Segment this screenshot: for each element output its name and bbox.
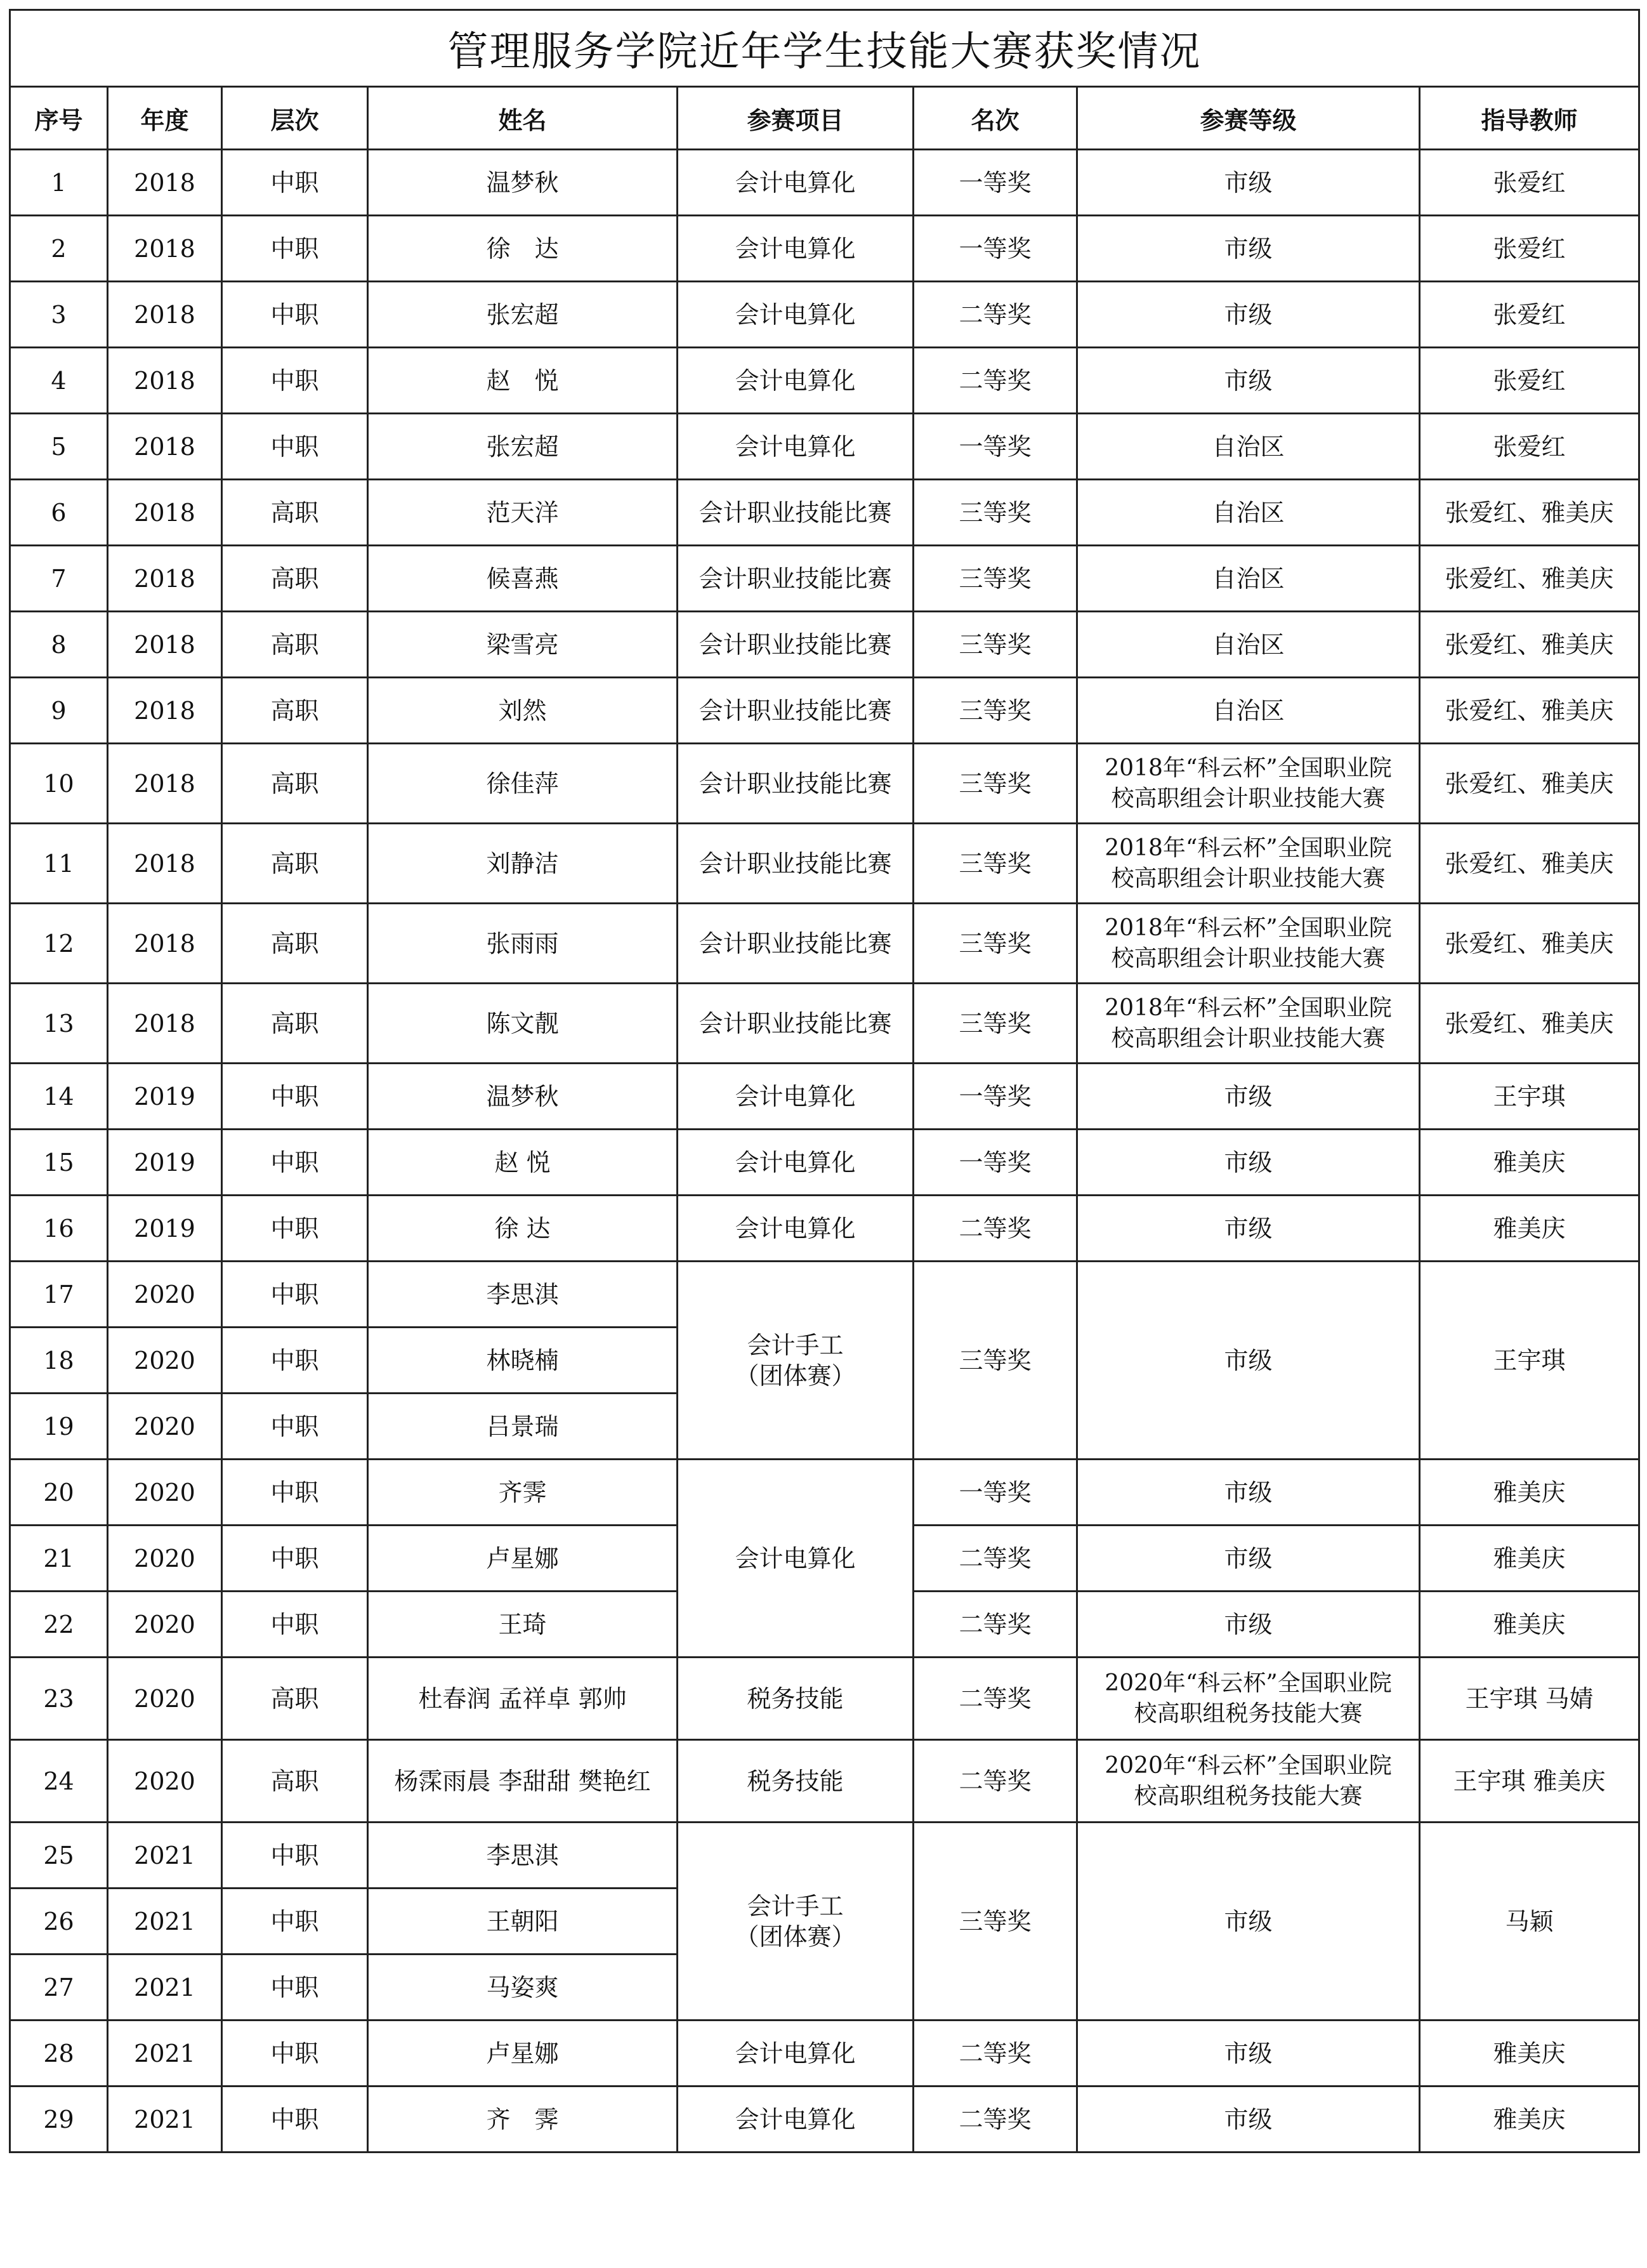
cell-no: 23 <box>10 1658 108 1740</box>
cell-name: 徐佳萍 <box>368 744 678 824</box>
cell-project: 会计电算化 <box>678 348 914 414</box>
cell-no: 17 <box>10 1262 108 1328</box>
cell-grade <box>1077 904 1420 984</box>
cell-level: 高职 <box>222 904 368 984</box>
cell-rank: 一等奖 <box>914 150 1077 216</box>
cell-level: 中职 <box>222 1328 368 1394</box>
cell-teacher: 雅美庆 <box>1420 1592 1639 1658</box>
cell-name: 徐 达 <box>368 216 678 282</box>
cell-rank: 二等奖 <box>914 2087 1077 2153</box>
cell-rank: 二等奖 <box>914 348 1077 414</box>
cell-level: 中职 <box>222 1823 368 1889</box>
cell-rank-merged: 三等奖 <box>914 1823 1077 2021</box>
cell-year: 2020 <box>108 1262 222 1328</box>
table-row <box>10 904 1639 984</box>
cell-no: 19 <box>10 1394 108 1460</box>
cell-name: 梁雪亮 <box>368 612 678 678</box>
cell-name: 齐霁 <box>368 1460 678 1526</box>
table-row <box>10 824 1639 904</box>
cell-teacher: 张爱红、雅美庆 <box>1420 744 1639 824</box>
project-line-2: （团体赛） <box>735 1361 856 1390</box>
cell-name: 温梦秋 <box>368 1064 678 1130</box>
cell-teacher-merged: 王宇琪 <box>1420 1262 1639 1460</box>
cell-level: 中职 <box>222 1064 368 1130</box>
cell-level: 中职 <box>222 1526 368 1592</box>
cell-level: 高职 <box>222 744 368 824</box>
cell-year: 2018 <box>108 984 222 1064</box>
cell-year: 2020 <box>108 1526 222 1592</box>
cell-year: 2020 <box>108 1394 222 1460</box>
cell-grade: 市级 <box>1077 2087 1420 2153</box>
cell-level: 高职 <box>222 1658 368 1740</box>
cell-grade-merged: 市级 <box>1077 1262 1420 1460</box>
cell-level: 中职 <box>222 1196 368 1262</box>
cell-rank: 三等奖 <box>914 744 1077 824</box>
cell-project: 会计电算化 <box>678 1196 914 1262</box>
cell-year: 2019 <box>108 1130 222 1196</box>
cell-level: 高职 <box>222 480 368 546</box>
cell-no: 9 <box>10 678 108 744</box>
table-row <box>10 1130 1639 1196</box>
cell-name: 马姿爽 <box>368 1955 678 2021</box>
cell-name: 徐 达 <box>368 1196 678 1262</box>
header-no: 序号 <box>10 87 108 150</box>
grade-line-1: 2020年“科云杯”全国职业院 <box>1105 1670 1392 1696</box>
cell-name: 杜春润 孟祥卓 郭帅 <box>368 1658 678 1740</box>
cell-level: 高职 <box>222 612 368 678</box>
cell-rank: 二等奖 <box>914 282 1077 348</box>
cell-name: 王朝阳 <box>368 1889 678 1955</box>
table-row <box>10 678 1639 744</box>
cell-grade: 市级 <box>1077 1130 1420 1196</box>
cell-grade-merged: 市级 <box>1077 1823 1420 2021</box>
cell-name: 刘静洁 <box>368 824 678 904</box>
cell-no: 16 <box>10 1196 108 1262</box>
cell-no: 22 <box>10 1592 108 1658</box>
cell-level: 中职 <box>222 1262 368 1328</box>
header-name: 姓名 <box>368 87 678 150</box>
cell-teacher: 张爱红 <box>1420 150 1639 216</box>
table-row <box>10 744 1639 824</box>
cell-project: 会计职业技能比赛 <box>678 612 914 678</box>
header-row <box>10 87 1639 150</box>
cell-year: 2019 <box>108 1064 222 1130</box>
cell-level: 中职 <box>222 1955 368 2021</box>
table-row <box>10 612 1639 678</box>
cell-name: 张宏超 <box>368 282 678 348</box>
cell-grade: 市级 <box>1077 1592 1420 1658</box>
cell-project: 会计电算化 <box>678 282 914 348</box>
cell-no: 11 <box>10 824 108 904</box>
table-row <box>10 216 1639 282</box>
cell-grade: 自治区 <box>1077 414 1420 480</box>
cell-rank: 一等奖 <box>914 1130 1077 1196</box>
cell-year: 2018 <box>108 612 222 678</box>
cell-teacher: 张爱红、雅美庆 <box>1420 824 1639 904</box>
grade-line-2: 校高职组会计职业技能大赛 <box>1111 865 1386 892</box>
table-row <box>10 1064 1639 1130</box>
cell-name: 李思淇 <box>368 1262 678 1328</box>
cell-grade <box>1077 984 1420 1064</box>
cell-year: 2018 <box>108 282 222 348</box>
cell-name: 杨霂雨晨 李甜甜 樊艳红 <box>368 1740 678 1823</box>
cell-no: 6 <box>10 480 108 546</box>
table-row <box>10 984 1639 1064</box>
table-row <box>10 1262 1639 1328</box>
cell-name: 刘然 <box>368 678 678 744</box>
cell-level: 高职 <box>222 678 368 744</box>
cell-grade <box>1077 744 1420 824</box>
table-row <box>10 1196 1639 1262</box>
cell-teacher: 张爱红、雅美庆 <box>1420 904 1639 984</box>
cell-no: 1 <box>10 150 108 216</box>
cell-rank: 三等奖 <box>914 480 1077 546</box>
cell-rank: 二等奖 <box>914 1196 1077 1262</box>
cell-name: 陈文靓 <box>368 984 678 1064</box>
cell-grade <box>1077 1658 1420 1740</box>
cell-project: 税务技能 <box>678 1740 914 1823</box>
cell-teacher: 张爱红、雅美庆 <box>1420 546 1639 612</box>
cell-rank: 三等奖 <box>914 824 1077 904</box>
cell-teacher: 王宇琪 雅美庆 <box>1420 1740 1639 1823</box>
cell-grade <box>1077 824 1420 904</box>
cell-project: 会计职业技能比赛 <box>678 744 914 824</box>
grade-line-1: 2018年“科云杯”全国职业院 <box>1105 914 1392 941</box>
cell-grade: 市级 <box>1077 1460 1420 1526</box>
table-row <box>10 414 1639 480</box>
cell-project-merged: 会计电算化 <box>678 1460 914 1658</box>
cell-rank: 二等奖 <box>914 1740 1077 1823</box>
cell-project: 会计电算化 <box>678 2087 914 2153</box>
cell-year: 2018 <box>108 546 222 612</box>
cell-no: 18 <box>10 1328 108 1394</box>
cell-name: 卢星娜 <box>368 1526 678 1592</box>
cell-year: 2019 <box>108 1196 222 1262</box>
cell-year: 2021 <box>108 1889 222 1955</box>
cell-project: 会计电算化 <box>678 1064 914 1130</box>
cell-name: 候喜燕 <box>368 546 678 612</box>
cell-year: 2018 <box>108 824 222 904</box>
cell-grade: 市级 <box>1077 1196 1420 1262</box>
grade-line-2: 校高职组会计职业技能大赛 <box>1111 785 1386 812</box>
cell-grade: 市级 <box>1077 1526 1420 1592</box>
cell-rank: 一等奖 <box>914 216 1077 282</box>
cell-no: 29 <box>10 2087 108 2153</box>
cell-level: 中职 <box>222 2021 368 2087</box>
cell-year: 2021 <box>108 1823 222 1889</box>
header-teacher: 指导教师 <box>1420 87 1639 150</box>
cell-teacher: 张爱红、雅美庆 <box>1420 984 1639 1064</box>
sheet-title: 管理服务学院近年学生技能大赛获奖情况 <box>10 10 1639 87</box>
grade-line-1: 2018年“科云杯”全国职业院 <box>1105 994 1392 1021</box>
cell-level: 中职 <box>222 1130 368 1196</box>
cell-name: 张宏超 <box>368 414 678 480</box>
grade-line-2: 校高职组税务技能大赛 <box>1134 1700 1363 1727</box>
table-row <box>10 282 1639 348</box>
cell-no: 13 <box>10 984 108 1064</box>
title-row <box>10 10 1639 87</box>
table-row <box>10 480 1639 546</box>
cell-project: 会计职业技能比赛 <box>678 904 914 984</box>
table-row <box>10 1823 1639 1889</box>
cell-year: 2020 <box>108 1592 222 1658</box>
cell-project: 税务技能 <box>678 1658 914 1740</box>
cell-level: 中职 <box>222 282 368 348</box>
cell-no: 20 <box>10 1460 108 1526</box>
cell-project: 会计职业技能比赛 <box>678 984 914 1064</box>
cell-grade: 市级 <box>1077 348 1420 414</box>
cell-grade: 自治区 <box>1077 480 1420 546</box>
cell-teacher: 张爱红、雅美庆 <box>1420 678 1639 744</box>
awards-table <box>9 9 1640 2153</box>
cell-name: 卢星娜 <box>368 2021 678 2087</box>
cell-project: 会计职业技能比赛 <box>678 546 914 612</box>
cell-year: 2018 <box>108 150 222 216</box>
table-row <box>10 1460 1639 1526</box>
cell-level: 中职 <box>222 2087 368 2153</box>
awards-sheet <box>9 9 1638 2153</box>
cell-project: 会计职业技能比赛 <box>678 480 914 546</box>
cell-level: 高职 <box>222 824 368 904</box>
cell-year: 2020 <box>108 1740 222 1823</box>
cell-teacher: 雅美庆 <box>1420 1130 1639 1196</box>
cell-project: 会计电算化 <box>678 414 914 480</box>
grade-line-1: 2018年“科云杯”全国职业院 <box>1105 755 1392 781</box>
cell-project: 会计职业技能比赛 <box>678 824 914 904</box>
cell-rank: 三等奖 <box>914 904 1077 984</box>
cell-no: 4 <box>10 348 108 414</box>
cell-level: 中职 <box>222 1460 368 1526</box>
cell-year: 2018 <box>108 678 222 744</box>
cell-name: 张雨雨 <box>368 904 678 984</box>
cell-teacher: 王宇琪 马婧 <box>1420 1658 1639 1740</box>
cell-name: 赵 悦 <box>368 348 678 414</box>
cell-rank: 三等奖 <box>914 546 1077 612</box>
cell-no: 27 <box>10 1955 108 2021</box>
cell-grade: 市级 <box>1077 216 1420 282</box>
cell-teacher: 张爱红 <box>1420 348 1639 414</box>
cell-level: 中职 <box>222 150 368 216</box>
header-grade: 参赛等级 <box>1077 87 1420 150</box>
cell-level: 中职 <box>222 1394 368 1460</box>
cell-no: 26 <box>10 1889 108 1955</box>
cell-level: 中职 <box>222 1592 368 1658</box>
cell-name: 温梦秋 <box>368 150 678 216</box>
cell-no: 2 <box>10 216 108 282</box>
cell-level: 高职 <box>222 546 368 612</box>
cell-rank: 三等奖 <box>914 678 1077 744</box>
cell-name: 吕景瑞 <box>368 1394 678 1460</box>
project-line-2: （团体赛） <box>735 1922 856 1951</box>
cell-teacher: 雅美庆 <box>1420 2021 1639 2087</box>
cell-year: 2020 <box>108 1658 222 1740</box>
table-row <box>10 546 1639 612</box>
grade-line-2: 校高职组会计职业技能大赛 <box>1111 1025 1386 1052</box>
cell-teacher-merged: 马颖 <box>1420 1823 1639 2021</box>
cell-rank: 二等奖 <box>914 1592 1077 1658</box>
grade-line-1: 2020年“科云杯”全国职业院 <box>1105 1752 1392 1779</box>
cell-name: 范天洋 <box>368 480 678 546</box>
cell-teacher: 雅美庆 <box>1420 1196 1639 1262</box>
cell-name: 赵 悦 <box>368 1130 678 1196</box>
cell-grade: 自治区 <box>1077 612 1420 678</box>
project-line-1: 会计手工 <box>747 1892 844 1920</box>
cell-year: 2020 <box>108 1328 222 1394</box>
cell-level: 中职 <box>222 348 368 414</box>
cell-no: 7 <box>10 546 108 612</box>
cell-name: 李思淇 <box>368 1823 678 1889</box>
cell-no: 25 <box>10 1823 108 1889</box>
cell-level: 高职 <box>222 984 368 1064</box>
project-line-1: 会计手工 <box>747 1331 844 1359</box>
cell-name: 林晓楠 <box>368 1328 678 1394</box>
cell-no: 12 <box>10 904 108 984</box>
cell-teacher: 张爱红 <box>1420 282 1639 348</box>
cell-no: 15 <box>10 1130 108 1196</box>
cell-name: 齐 霁 <box>368 2087 678 2153</box>
cell-rank: 一等奖 <box>914 1460 1077 1526</box>
grade-line-1: 2018年“科云杯”全国职业院 <box>1105 834 1392 861</box>
cell-year: 2018 <box>108 414 222 480</box>
cell-rank: 二等奖 <box>914 1526 1077 1592</box>
cell-no: 5 <box>10 414 108 480</box>
cell-grade: 市级 <box>1077 2021 1420 2087</box>
cell-grade: 市级 <box>1077 150 1420 216</box>
cell-grade: 自治区 <box>1077 546 1420 612</box>
cell-teacher: 张爱红、雅美庆 <box>1420 480 1639 546</box>
cell-rank: 二等奖 <box>914 1658 1077 1740</box>
cell-year: 2020 <box>108 1460 222 1526</box>
cell-project: 会计电算化 <box>678 1130 914 1196</box>
cell-rank: 三等奖 <box>914 984 1077 1064</box>
cell-no: 28 <box>10 2021 108 2087</box>
table-row <box>10 150 1639 216</box>
cell-grade <box>1077 1740 1420 1823</box>
grade-line-2: 校高职组税务技能大赛 <box>1134 1783 1363 1809</box>
header-level: 层次 <box>222 87 368 150</box>
cell-level: 中职 <box>222 414 368 480</box>
table-row <box>10 348 1639 414</box>
cell-no: 3 <box>10 282 108 348</box>
cell-project: 会计职业技能比赛 <box>678 678 914 744</box>
cell-year: 2021 <box>108 2021 222 2087</box>
table-row <box>10 1658 1639 1740</box>
cell-year: 2018 <box>108 480 222 546</box>
cell-year: 2018 <box>108 216 222 282</box>
table-row <box>10 1740 1639 1823</box>
cell-no: 24 <box>10 1740 108 1823</box>
cell-no: 21 <box>10 1526 108 1592</box>
header-project: 参赛项目 <box>678 87 914 150</box>
header-rank: 名次 <box>914 87 1077 150</box>
cell-rank: 一等奖 <box>914 414 1077 480</box>
cell-project: 会计电算化 <box>678 2021 914 2087</box>
cell-level: 高职 <box>222 1740 368 1823</box>
cell-rank-merged: 三等奖 <box>914 1262 1077 1460</box>
header-year: 年度 <box>108 87 222 150</box>
cell-grade: 自治区 <box>1077 678 1420 744</box>
cell-year: 2021 <box>108 1955 222 2021</box>
cell-project-merged <box>678 1823 914 2021</box>
cell-rank: 一等奖 <box>914 1064 1077 1130</box>
cell-level: 中职 <box>222 1889 368 1955</box>
cell-teacher: 张爱红、雅美庆 <box>1420 612 1639 678</box>
cell-year: 2018 <box>108 744 222 824</box>
cell-teacher: 张爱红 <box>1420 414 1639 480</box>
cell-teacher: 王宇琪 <box>1420 1064 1639 1130</box>
cell-year: 2018 <box>108 904 222 984</box>
cell-teacher: 雅美庆 <box>1420 1526 1639 1592</box>
cell-project: 会计电算化 <box>678 216 914 282</box>
table-row <box>10 2021 1639 2087</box>
cell-year: 2021 <box>108 2087 222 2153</box>
cell-no: 14 <box>10 1064 108 1130</box>
cell-year: 2018 <box>108 348 222 414</box>
grade-line-2: 校高职组会计职业技能大赛 <box>1111 945 1386 972</box>
cell-teacher: 雅美庆 <box>1420 1460 1639 1526</box>
cell-level: 中职 <box>222 216 368 282</box>
cell-project: 会计电算化 <box>678 150 914 216</box>
cell-teacher: 雅美庆 <box>1420 2087 1639 2153</box>
cell-grade: 市级 <box>1077 282 1420 348</box>
cell-project-merged <box>678 1262 914 1460</box>
cell-rank: 三等奖 <box>914 612 1077 678</box>
cell-teacher: 张爱红 <box>1420 216 1639 282</box>
cell-grade: 市级 <box>1077 1064 1420 1130</box>
cell-name: 王琦 <box>368 1592 678 1658</box>
cell-no: 8 <box>10 612 108 678</box>
cell-no: 10 <box>10 744 108 824</box>
table-row <box>10 2087 1639 2153</box>
cell-rank: 二等奖 <box>914 2021 1077 2087</box>
